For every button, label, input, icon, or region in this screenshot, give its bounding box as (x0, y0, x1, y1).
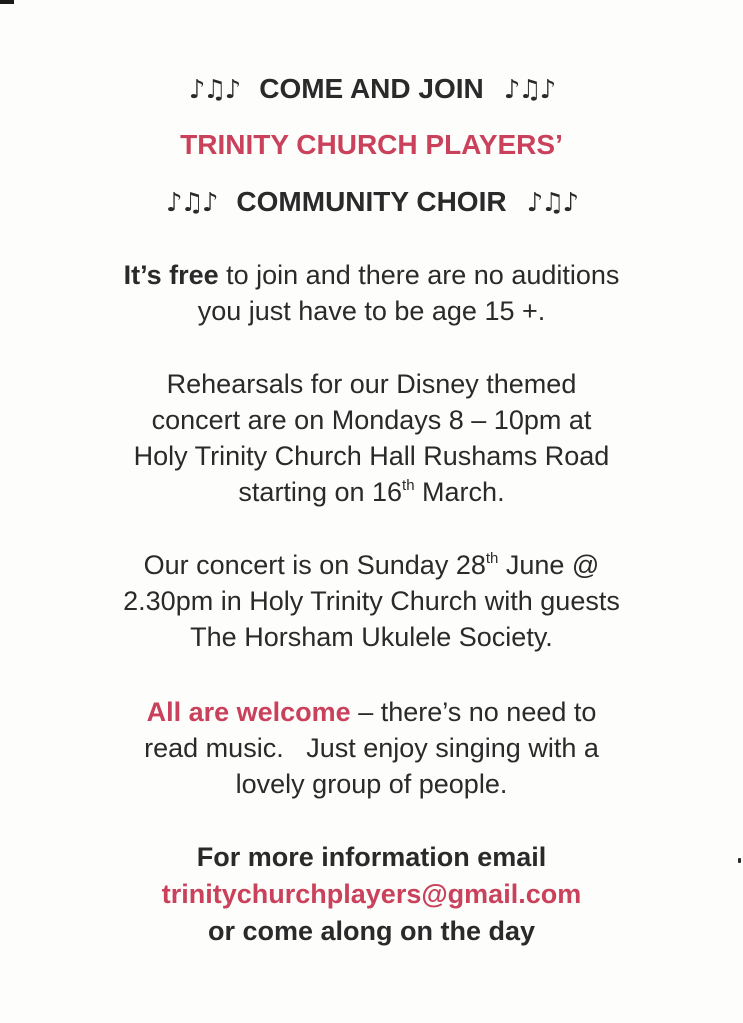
contact-line-1: For more information email (196, 842, 547, 872)
all-are-welcome-text: All are welcome (146, 697, 351, 727)
contact-email[interactable]: trinitychurchplayers@gmail.com (161, 879, 582, 909)
concert-line-3: The Horsham Ukulele Society. (190, 622, 553, 652)
concert-date-suffix: June @ (498, 550, 600, 580)
contact-block (0, 839, 743, 950)
concert-date-prefix: Our concert is on Sunday 28 (143, 550, 486, 580)
music-notes-icon: ♪♫♪ (188, 75, 240, 105)
welcome-line-3: lovely group of people. (235, 769, 508, 799)
start-date-prefix: starting on 16 (238, 477, 403, 507)
concert-line-2: 2.30pm in Holy Trinity Church with guests (123, 586, 620, 616)
welcome-line-2: read music. Just enjoy singing with a (144, 733, 599, 763)
rehearsals-line-1: Rehearsals for our Disney themed (166, 369, 577, 399)
start-date-ordinal: th (402, 477, 415, 494)
concert-line-1 (0, 547, 743, 583)
heading-come-and-join (0, 72, 743, 107)
concert-date-ordinal: th (485, 550, 499, 567)
intro-paragraph (0, 257, 743, 329)
heading-line-3: COMMUNITY CHOIR (236, 186, 507, 217)
music-notes-icon: ♪♫♪ (526, 188, 578, 218)
concert-paragraph (0, 547, 743, 655)
rehearsals-line-4 (0, 474, 743, 510)
heading-community-choir (0, 185, 743, 220)
heading-trinity-church-players (0, 128, 743, 162)
intro-line-1-rest: to join and there are no auditions (218, 260, 620, 290)
its-free-text: It’s free (123, 260, 219, 290)
contact-line-3: or come along on the day (207, 916, 536, 946)
intro-line-2: you just have to be age 15 +. (197, 296, 546, 326)
music-notes-icon: ♪♫♪ (503, 75, 555, 105)
intro-line-1 (0, 257, 743, 293)
start-date-suffix: March. (414, 477, 505, 507)
rehearsals-paragraph (0, 366, 743, 510)
music-notes-icon: ♪♫♪ (165, 188, 217, 218)
scan-edge-mark (0, 0, 14, 4)
rehearsals-line-2: concert are on Mondays 8 – 10pm at (151, 405, 592, 435)
heading-line-1: COME AND JOIN (259, 73, 484, 104)
welcome-line-1 (0, 694, 743, 730)
rehearsals-line-3: Holy Trinity Church Hall Rushams Road (133, 441, 610, 471)
welcome-paragraph (0, 694, 743, 802)
welcome-line-1-rest: – there’s no need to (350, 697, 597, 727)
heading-line-2: TRINITY CHURCH PLAYERS’ (180, 129, 563, 160)
